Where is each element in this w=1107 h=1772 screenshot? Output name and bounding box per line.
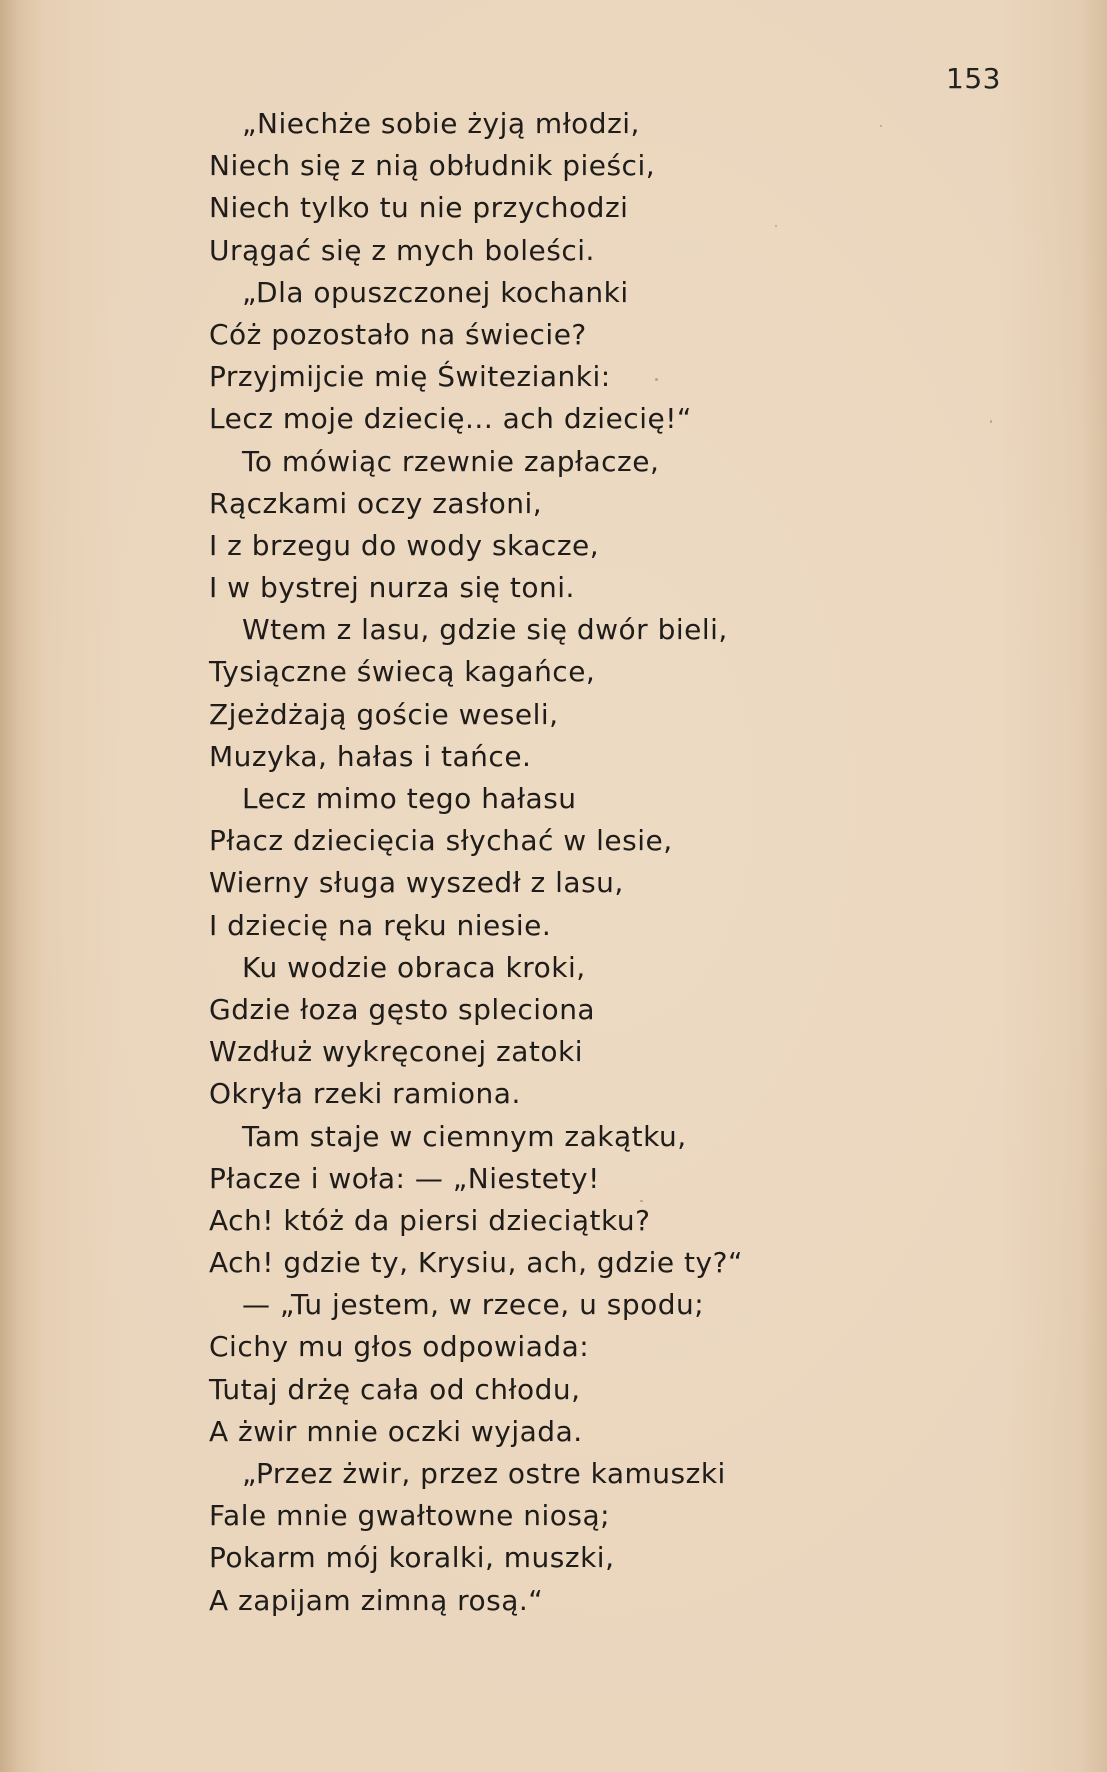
paper-speck: [880, 125, 882, 127]
poem-line: Przyjmijcie mię Świtezianki:: [209, 360, 611, 394]
poem-line: I z brzegu do wody skacze,: [209, 528, 600, 562]
poem-line: Wtem z lasu, gdzie się dwór bieli,: [242, 613, 728, 647]
poem-line: Ach! gdzie ty, Krysiu, ach, gdzie ty?“: [209, 1246, 743, 1280]
poem-line: To mówiąc rzewnie zapłacze,: [242, 444, 660, 478]
poem-line: „Dla opuszczonej kochanki: [242, 275, 629, 309]
paper-speck: [640, 1200, 643, 1202]
poem-line: Tam staje w ciemnym zakątku,: [242, 1119, 687, 1153]
poem-line: Wierny sługa wyszedł z lasu,: [209, 866, 624, 900]
poem-line: Cóż pozostało na świecie?: [209, 317, 587, 351]
poem-line: Muzyka, hałas i tańce.: [209, 739, 532, 773]
poem-line: Lecz moje dziecię... ach dziecię!“: [209, 402, 692, 436]
poem-line: Pokarm mój koralki, muszki,: [209, 1541, 615, 1575]
poem-line: Tutaj drżę cała od chłodu,: [209, 1372, 581, 1406]
poem-line: Wzdłuż wykręconej zatoki: [209, 1035, 584, 1069]
poem-line: Gdzie łoza gęsto spleciona: [209, 992, 596, 1026]
poem-line: Płacze i woła: — „Niestety!: [209, 1161, 600, 1195]
paper-speck: [655, 378, 658, 381]
poem-line: Zjeżdżają goście weseli,: [209, 697, 559, 731]
poem-line: Niech tylko tu nie przychodzi: [209, 191, 629, 225]
poem-line: Niech się z nią obłudnik pieści,: [209, 149, 656, 183]
poem-line: Lecz mimo tego hałasu: [242, 782, 577, 815]
poem-text: [209, 103, 1009, 1622]
poem-line: „Przez żwir, przez ostre kamuszki: [242, 1457, 726, 1490]
poem-line: A zapijam zimną rosą.“: [209, 1583, 544, 1617]
poem-line: Ach! któż da piersi dzieciątku?: [209, 1203, 651, 1237]
poem-line: „Niechże sobie żyją młodzi,: [242, 107, 640, 140]
paper-speck: [775, 225, 777, 227]
poem-line: Fale mnie gwałtowne niosą;: [209, 1499, 611, 1533]
poem-line: Rączkami oczy zasłoni,: [209, 486, 543, 520]
poem-line: A żwir mnie oczki wyjada.: [209, 1414, 583, 1448]
poem-line: Okryła rzeki ramiona.: [209, 1077, 521, 1111]
poem-line: Tysiączne świecą kagańce,: [209, 655, 596, 689]
poem-line: — „Tu jestem, w rzece, u spodu;: [242, 1288, 705, 1322]
poem-line: Ku wodzie obraca kroki,: [242, 950, 586, 984]
poem-line: Urągać się z mych boleści.: [209, 233, 595, 267]
poem-line: Płacz dziecięcia słychać w lesie,: [209, 824, 673, 858]
poem-line: I dziecię na ręku niesie.: [209, 908, 552, 942]
poem-line: I w bystrej nurza się toni.: [209, 571, 575, 605]
paper-speck: [990, 420, 992, 423]
page-number: 153: [946, 62, 1001, 95]
poem-line: Cichy mu głos odpowiada:: [209, 1330, 590, 1364]
